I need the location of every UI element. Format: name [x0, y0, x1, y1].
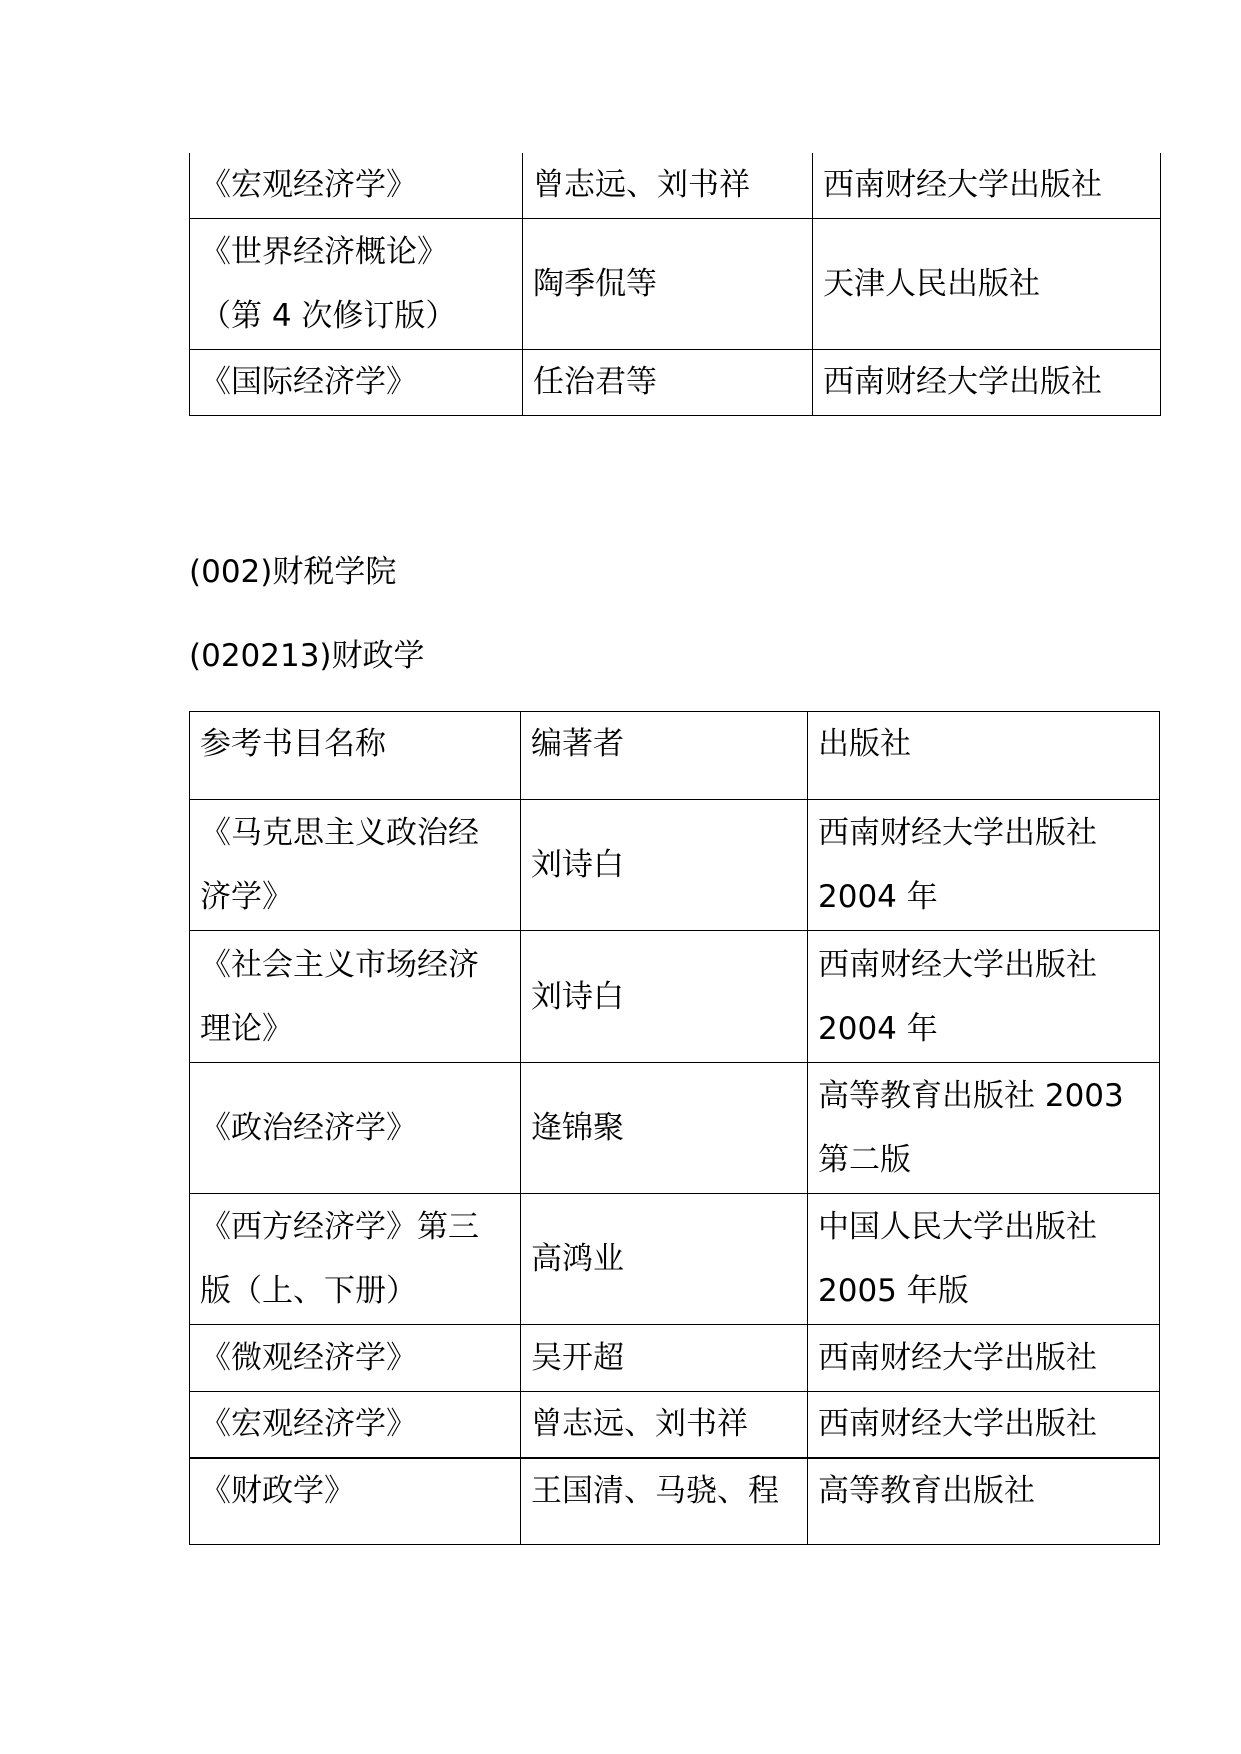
publisher-cell: 天津人民出版社: [813, 218, 1161, 349]
book-title-cell: 《马克思主义政治经 济学》: [190, 800, 521, 931]
school-heading: (002)财税学院: [189, 554, 397, 590]
table-row: [190, 153, 1161, 218]
header-publisher: 出版社: [808, 712, 1160, 800]
publisher-cell: 高等教育出版社 2003 第二版: [808, 1063, 1160, 1194]
author-cell: 任治君等: [523, 349, 813, 415]
author-cell: 刘诗白: [521, 800, 808, 931]
publisher-cell: 高等教育出版社: [808, 1458, 1160, 1545]
publisher-cell: 西南财经大学出版社: [808, 1325, 1160, 1392]
reference-table-continued: [189, 153, 1161, 416]
author-cell: 王国清、马骁、程: [521, 1458, 808, 1545]
major-heading: (020213)财政学: [189, 638, 425, 674]
book-title-cell: 《社会主义市场经济 理论》: [190, 931, 521, 1063]
header-title: 参考书目名称: [190, 712, 521, 800]
publisher-cell: 西南财经大学出版社 2004 年: [808, 931, 1160, 1063]
author-cell: 曾志远、刘书祥: [521, 1392, 808, 1458]
table-row: [190, 1325, 1160, 1392]
publisher-cell: 西南财经大学出版社: [808, 1392, 1160, 1458]
author-cell: 逄锦聚: [521, 1063, 808, 1194]
author-cell: 曾志远、刘书祥: [523, 153, 813, 218]
author-cell: 刘诗白: [521, 931, 808, 1063]
book-title-cell: 《世界经济概论》 （第 4 次修订版）: [190, 218, 523, 349]
table-row: [190, 1392, 1160, 1458]
table-row: [190, 349, 1161, 415]
book-title-cell: 《宏观经济学》: [190, 153, 523, 218]
table-row: [190, 1194, 1160, 1325]
table-row: [190, 931, 1160, 1063]
book-title-cell: 《政治经济学》: [190, 1063, 521, 1194]
publisher-cell: 西南财经大学出版社: [813, 153, 1161, 218]
publisher-cell: 西南财经大学出版社 2004 年: [808, 800, 1160, 931]
book-title-cell: 《宏观经济学》: [190, 1392, 521, 1458]
table-row: [190, 800, 1160, 931]
table-row: [190, 1458, 1160, 1545]
book-title-cell: 《微观经济学》: [190, 1325, 521, 1392]
table-row: [190, 1063, 1160, 1194]
book-title-cell: 《财政学》: [190, 1458, 521, 1545]
book-title-cell: 《西方经济学》第三 版（上、下册）: [190, 1194, 521, 1325]
author-cell: 吴开超: [521, 1325, 808, 1392]
author-cell: 高鸿业: [521, 1194, 808, 1325]
table-header-row: [190, 712, 1160, 800]
book-title-cell: 《国际经济学》: [190, 349, 523, 415]
publisher-cell: 中国人民大学出版社 2005 年版: [808, 1194, 1160, 1325]
publisher-cell: 西南财经大学出版社: [813, 349, 1161, 415]
header-author: 编著者: [521, 712, 808, 800]
table-row: [190, 218, 1161, 349]
author-cell: 陶季侃等: [523, 218, 813, 349]
reference-book-table: [189, 711, 1160, 1545]
